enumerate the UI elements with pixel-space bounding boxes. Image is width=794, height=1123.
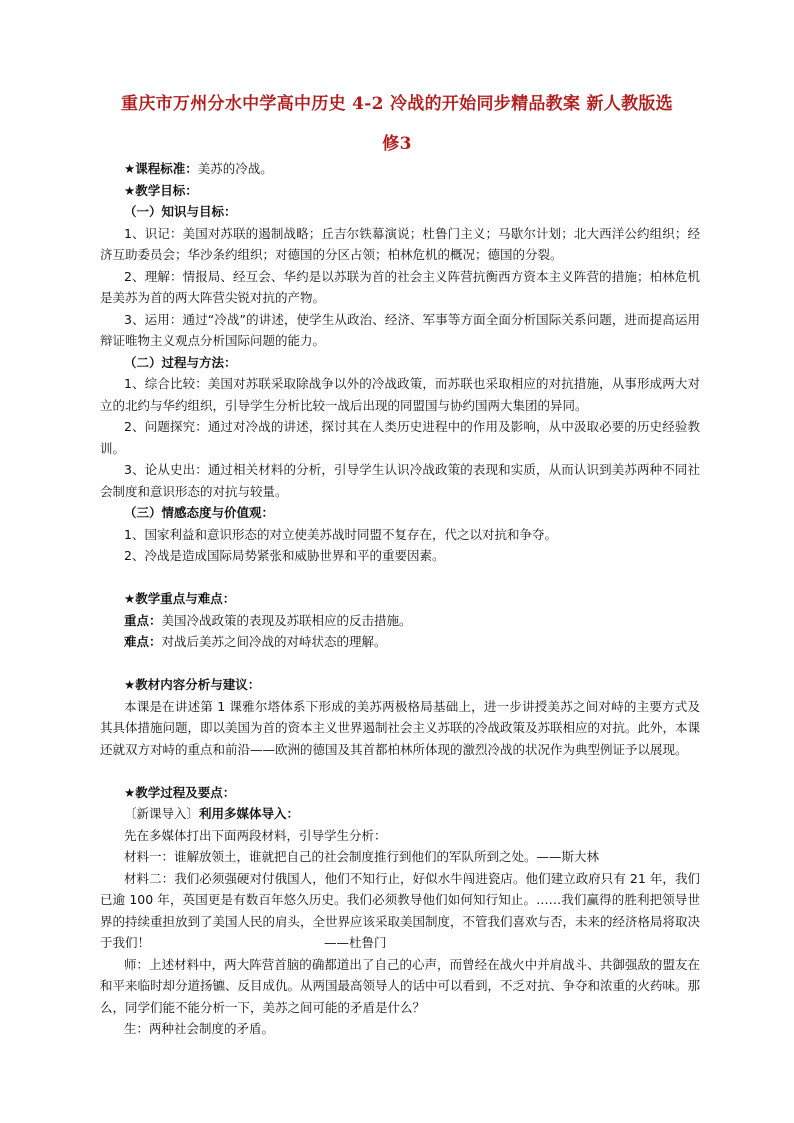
intro-line: [100, 803, 700, 825]
process-heading: ★教学过程及要点：: [124, 784, 236, 800]
keypoint-difficulty-label: 难点：: [124, 634, 162, 649]
attitude-values-item: 2、冷战是造成国际局势紧张和威胁世界和平的重要因素。: [124, 548, 445, 563]
knowledge-goal-item: 2、理解：情报局、经互会、华约是以苏联为首的社会主义阵营抗衡西方资本主义阵营的措施；柏林危机是美苏为首的两大阵营尖锐对抗的产物。: [100, 268, 700, 305]
material-two-text: 材料二：我们必须强硬对付俄国人，他们不知行止，好似水牛闯进瓷店。他们建立政府只有 21 年，我们已逾 100 年，英国更是有数百年悠久历史。我们必须教导他们如何知行知止。……我们赢得的胜利把领导世界的持续重担放到了美国人民的肩头，全世界应该采取美国制度，不管我们喜欢与否，未来的经济格局将取决于我们！: [100, 870, 701, 950]
course-standard-text: 美苏的冷战。: [197, 161, 273, 176]
process-method-item: 3、论从史出：通过相关材料的分析，引导学生认识冷战政策的表现和实质，从而认识到美苏两种不同社会制度和意识形态的对抗与较量。: [100, 462, 700, 499]
keypoint-difficulty-text: 对战后美苏之间冷战的对峙状态的理解。: [161, 634, 387, 649]
student-answer: 生：两种社会制度的矛盾。: [124, 1021, 275, 1036]
document-title: [80, 84, 714, 164]
teacher-remark: 师：上述材料中，两大阵营首脑的确都道出了自己的心声，而曾经在战火中并肩战斗、共御强敌的盟友在和平来临时却分道扬镳、反目成仇。从两国最高领导人的话中可以看到，不乏对抗、争夺和浓重的火药味。那么，同学们能不能分析一下，美苏之间可能的矛盾是什么？: [100, 956, 701, 1015]
knowledge-goal-item: 1、识记：美国对苏联的遏制战略；丘吉尔铁幕演说；杜鲁门主义；马歇尔计划；北大西洋公约组织；经济互助委员会；华沙条约组织；对德国的分区占领；柏林危机的概况；德国的分裂。: [100, 225, 700, 262]
process-method-heading: （二）过程与方法：: [124, 354, 237, 370]
analysis-text: 本课是在讲述第 1 课雅尔塔体系下形成的美苏两极格局基础上，进一步讲授美苏之间对峙的主要方式及其具体措施问题，即以美国为首的资本主义世界遏制社会主义苏联的冷战政策及苏联相应的对抗。此外，本课还就双方对峙的重点和前沿——欧洲的德国及其首都柏林所体现的激烈冷战的状况作为典型例证予以展现。: [100, 698, 701, 757]
material-one: 材料一：谁解放领土，谁就把自己的社会制度推行到他们的军队所到之处。——斯大林: [124, 849, 600, 864]
keypoint-focus: [100, 610, 700, 632]
keypoints-heading: ★教学重点与难点：: [124, 591, 236, 606]
teaching-goals-heading: ★教学目标：: [124, 182, 198, 198]
keypoint-focus-label: 重点：: [124, 612, 162, 628]
process-method-item: 2、问题探究：通过对冷战的讲述，探讨其在人类历史进程中的作用及影响，从中汲取必要的历史经验教训。: [100, 419, 700, 456]
keypoint-difficulty: [100, 631, 700, 653]
knowledge-goal-item: 3、运用：通过“冷战”的讲述，使学生从政治、经济、军事等方面全面分析国际关系问题，进而提高运用辩证唯物主义观点分析国际问题的能力。: [100, 311, 700, 348]
attitude-values-item: 1、国家利益和意识形态的对立使美苏战时同盟不复存在，代之以对抗和争夺。: [124, 526, 557, 542]
knowledge-goals-heading: （一）知识与目标：: [124, 204, 237, 219]
material-two-signer: ——杜鲁门: [324, 935, 387, 950]
document-body: [100, 158, 700, 1040]
material-two: [100, 868, 700, 954]
course-standard-label: ★课程标准：: [124, 161, 198, 176]
attitude-values-heading: （三）情感态度与价值观：: [124, 505, 275, 520]
intro-prefix: 〔新课导入〕: [124, 806, 200, 821]
title-line-2: 修3: [382, 134, 412, 154]
intro-bold: 利用多媒体导入：: [199, 806, 300, 821]
title-line-1: 重庆市万州分水中学高中历史 4-2 冷战的开始同步精品教案 新人教版选: [121, 94, 673, 114]
lead-text: 先在多媒体打出下面两段材料，引导学生分析：: [124, 827, 387, 843]
course-standard: [100, 158, 700, 180]
analysis-heading: ★教材内容分析与建议：: [124, 677, 261, 692]
keypoint-focus-text: 美国冷战政策的表现及苏联相应的反击措施。: [161, 612, 412, 628]
process-method-item: 1、综合比较：美国对苏联采取除战争以外的冷战政策，而苏联也采取相应的对抗措施，从事形成两大对立的北约与华约组织，引导学生分析比较一战后出现的同盟国与协约国两大集团的异同。: [100, 376, 700, 413]
